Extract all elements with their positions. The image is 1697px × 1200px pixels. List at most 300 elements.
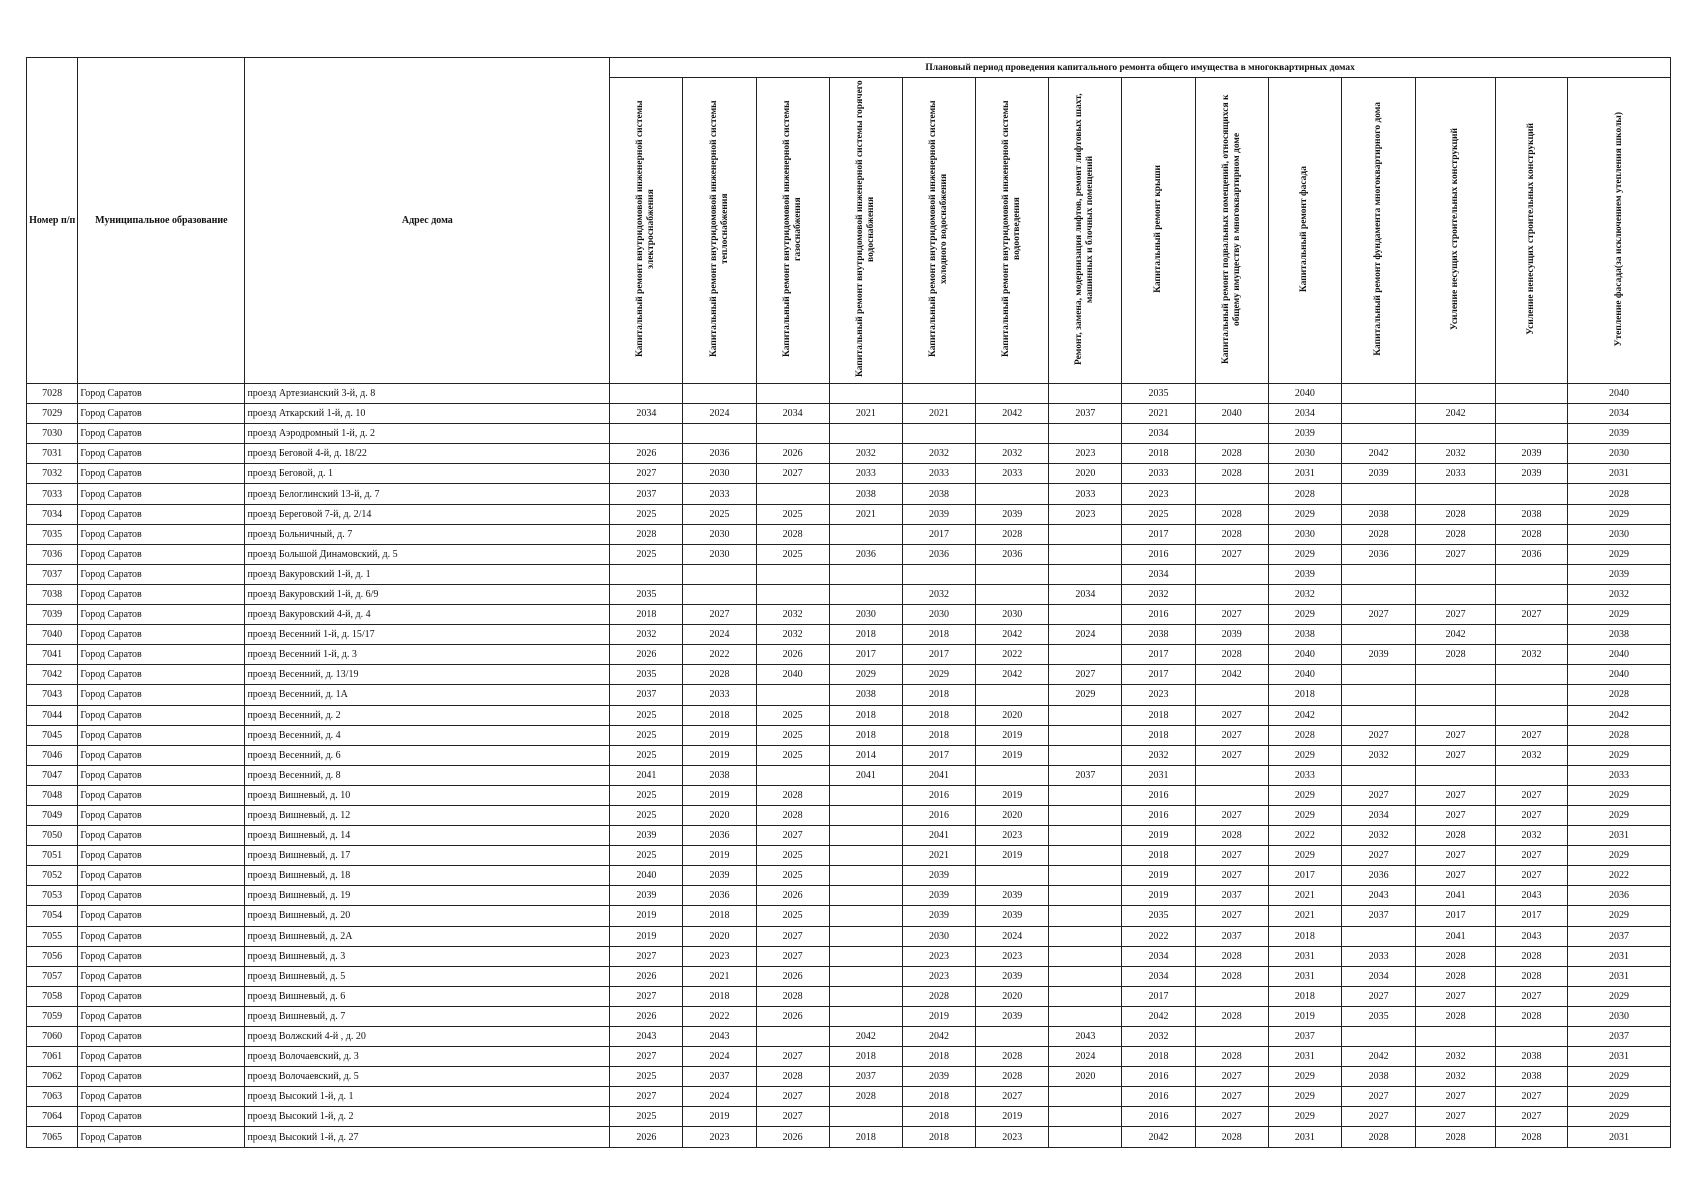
row-year-cell: 2026 (756, 1127, 829, 1147)
row-year-cell: 2024 (1049, 625, 1122, 645)
row-year-cell: 2025 (610, 504, 683, 524)
table-row (27, 745, 1671, 765)
row-year-cell: 2018 (1122, 846, 1195, 866)
row-year-cell: 2036 (1495, 544, 1567, 564)
row-year-cell: 2019 (1122, 886, 1195, 906)
row-municipality: Город Саратов (78, 805, 245, 825)
row-year-cell: 2029 (1268, 745, 1341, 765)
row-address: проезд Весенний, д. 13/19 (245, 665, 610, 685)
row-year-cell: 2022 (683, 1006, 756, 1026)
header-row-top (27, 58, 1671, 78)
row-year-cell: 2027 (1341, 986, 1415, 1006)
row-year-cell: 2036 (683, 444, 756, 464)
header-work-14 (1568, 78, 1671, 384)
table-row (27, 1107, 1671, 1127)
row-year-cell: 2016 (902, 785, 975, 805)
row-year-cell: 2022 (1568, 866, 1671, 886)
row-year-cell (756, 384, 829, 404)
row-year-cell (1049, 826, 1122, 846)
row-year-cell (1416, 665, 1496, 685)
row-year-cell (1195, 986, 1268, 1006)
row-number: 7050 (27, 826, 78, 846)
row-year-cell: 2031 (1122, 765, 1195, 785)
row-year-cell: 2026 (610, 966, 683, 986)
row-year-cell (1416, 685, 1496, 705)
row-year-cell: 2025 (1122, 504, 1195, 524)
row-year-cell: 2036 (829, 544, 902, 564)
row-address: проезд Аэродромный 1-й, д. 2 (245, 424, 610, 444)
row-year-cell: 2027 (610, 464, 683, 484)
row-year-cell: 2028 (976, 1067, 1049, 1087)
row-year-cell: 2042 (1416, 625, 1496, 645)
row-year-cell: 2018 (829, 1127, 902, 1147)
row-number: 7052 (27, 866, 78, 886)
table-row (27, 404, 1671, 424)
row-year-cell: 2017 (1416, 906, 1496, 926)
row-year-cell: 2028 (1195, 464, 1268, 484)
row-year-cell: 2017 (1268, 866, 1341, 886)
row-address: проезд Большой Динамовский, д. 5 (245, 544, 610, 564)
table-row (27, 986, 1671, 1006)
row-year-cell: 2030 (1568, 444, 1671, 464)
row-year-cell (1049, 946, 1122, 966)
row-year-cell: 2016 (1122, 785, 1195, 805)
row-year-cell: 2019 (610, 926, 683, 946)
row-year-cell (1495, 424, 1567, 444)
row-year-cell: 2029 (1568, 906, 1671, 926)
row-year-cell (756, 564, 829, 584)
row-number: 7044 (27, 705, 78, 725)
header-work-label: Капитальный ремонт фундамента многоквартирного дома (1373, 102, 1384, 356)
row-year-cell: 2029 (1568, 846, 1671, 866)
row-number: 7057 (27, 966, 78, 986)
row-year-cell: 2041 (829, 765, 902, 785)
row-year-cell: 2028 (1195, 966, 1268, 986)
header-address: Адрес дома (245, 58, 610, 384)
row-year-cell: 2028 (976, 1047, 1049, 1067)
row-address: проезд Весенний, д. 1А (245, 685, 610, 705)
row-year-cell (1341, 424, 1415, 444)
table-row (27, 805, 1671, 825)
row-year-cell: 2019 (976, 785, 1049, 805)
row-year-cell (829, 926, 902, 946)
row-year-cell: 2029 (1268, 805, 1341, 825)
row-number: 7045 (27, 725, 78, 745)
row-year-cell (1195, 484, 1268, 504)
row-year-cell: 2031 (1568, 946, 1671, 966)
row-municipality: Город Саратов (78, 524, 245, 544)
row-year-cell: 2037 (1049, 404, 1122, 424)
table-row (27, 685, 1671, 705)
row-year-cell: 2042 (1122, 1006, 1195, 1026)
row-year-cell: 2029 (1568, 805, 1671, 825)
row-year-cell: 2016 (1122, 544, 1195, 564)
row-year-cell: 2032 (1341, 826, 1415, 846)
row-municipality: Город Саратов (78, 946, 245, 966)
row-year-cell: 2027 (1195, 846, 1268, 866)
row-year-cell (1195, 1027, 1268, 1047)
row-address: проезд Вишневый, д. 17 (245, 846, 610, 866)
row-municipality: Город Саратов (78, 1107, 245, 1127)
row-municipality: Город Саратов (78, 625, 245, 645)
row-municipality: Город Саратов (78, 384, 245, 404)
row-year-cell: 2027 (1416, 986, 1496, 1006)
row-year-cell: 2042 (1268, 705, 1341, 725)
row-year-cell (829, 584, 902, 604)
header-work-11 (1341, 78, 1415, 384)
row-address: проезд Вишневый, д. 2А (245, 926, 610, 946)
row-municipality: Город Саратов (78, 464, 245, 484)
row-year-cell: 2027 (1416, 785, 1496, 805)
row-year-cell: 2020 (683, 805, 756, 825)
row-municipality: Город Саратов (78, 665, 245, 685)
row-year-cell: 2036 (683, 886, 756, 906)
row-year-cell: 2032 (829, 444, 902, 464)
row-year-cell: 2022 (1268, 826, 1341, 846)
row-year-cell: 2027 (1341, 846, 1415, 866)
row-year-cell: 2038 (829, 484, 902, 504)
row-year-cell: 2020 (683, 926, 756, 946)
table-row (27, 424, 1671, 444)
row-address: проезд Вишневый, д. 10 (245, 785, 610, 805)
row-year-cell: 2039 (610, 886, 683, 906)
row-year-cell: 2027 (756, 826, 829, 846)
header-work-label: Утепление фасада(за исключением утепления школы) (1613, 111, 1624, 347)
header-work-label: Капитальный ремонт внутридомовой инженерной системы водоотведения (1001, 100, 1023, 358)
row-year-cell (1049, 866, 1122, 886)
row-year-cell: 2034 (1122, 424, 1195, 444)
row-year-cell: 2043 (1495, 926, 1567, 946)
row-year-cell: 2028 (683, 665, 756, 685)
row-year-cell: 2027 (683, 605, 756, 625)
row-year-cell: 2018 (1268, 926, 1341, 946)
row-year-cell: 2028 (1195, 444, 1268, 464)
row-year-cell (1416, 584, 1496, 604)
row-year-cell (756, 424, 829, 444)
row-year-cell: 2027 (610, 986, 683, 1006)
row-year-cell: 2037 (1195, 926, 1268, 946)
row-year-cell: 2027 (1495, 605, 1567, 625)
row-year-cell (1049, 805, 1122, 825)
row-year-cell: 2033 (1341, 946, 1415, 966)
header-work-label: Капитальный ремонт внутридомовой инженерной системы газоснабжения (781, 100, 803, 358)
row-year-cell: 2028 (756, 785, 829, 805)
row-year-cell: 2031 (1268, 966, 1341, 986)
row-year-cell: 2019 (610, 906, 683, 926)
row-year-cell: 2034 (1122, 966, 1195, 986)
row-number: 7034 (27, 504, 78, 524)
row-address: проезд Вишневый, д. 7 (245, 1006, 610, 1026)
row-year-cell: 2039 (1341, 645, 1415, 665)
row-year-cell (1495, 484, 1567, 504)
row-number: 7058 (27, 986, 78, 1006)
row-year-cell: 2033 (1122, 464, 1195, 484)
row-year-cell (1341, 705, 1415, 725)
row-year-cell: 2018 (902, 1127, 975, 1147)
row-year-cell: 2020 (1049, 464, 1122, 484)
row-year-cell: 2031 (1268, 1047, 1341, 1067)
table-body (27, 384, 1671, 1148)
row-year-cell (976, 484, 1049, 504)
row-year-cell (610, 384, 683, 404)
row-address: проезд Волочаевский, д. 5 (245, 1067, 610, 1087)
row-year-cell: 2028 (1416, 1006, 1496, 1026)
row-municipality: Город Саратов (78, 866, 245, 886)
row-year-cell: 2019 (976, 846, 1049, 866)
row-year-cell: 2034 (1568, 404, 1671, 424)
table-row (27, 584, 1671, 604)
row-municipality: Город Саратов (78, 906, 245, 926)
row-number: 7065 (27, 1127, 78, 1147)
table-row (27, 645, 1671, 665)
row-number: 7062 (27, 1067, 78, 1087)
row-year-cell (1341, 926, 1415, 946)
row-year-cell (829, 946, 902, 966)
row-year-cell: 2034 (610, 404, 683, 424)
row-year-cell: 2038 (1568, 625, 1671, 645)
row-year-cell: 2033 (1268, 765, 1341, 785)
row-year-cell: 2031 (1568, 464, 1671, 484)
row-year-cell: 2027 (1495, 866, 1567, 886)
row-year-cell: 2028 (1416, 946, 1496, 966)
row-year-cell: 2017 (829, 645, 902, 665)
row-year-cell: 2038 (1122, 625, 1195, 645)
row-year-cell (976, 685, 1049, 705)
row-year-cell: 2028 (1568, 685, 1671, 705)
row-year-cell: 2038 (829, 685, 902, 705)
row-year-cell: 2027 (610, 1087, 683, 1107)
row-year-cell: 2023 (683, 1127, 756, 1147)
row-year-cell: 2031 (1568, 1127, 1671, 1147)
header-work-7 (1049, 78, 1122, 384)
row-year-cell: 2018 (902, 625, 975, 645)
row-year-cell: 2025 (610, 1107, 683, 1127)
header-work-label: Капитальный ремонт внутридомовой инженерной системы электроснабжения (635, 100, 657, 358)
row-year-cell (1495, 564, 1567, 584)
row-year-cell (1495, 584, 1567, 604)
table-header (27, 58, 1671, 384)
row-year-cell: 2017 (1495, 906, 1567, 926)
row-year-cell (756, 765, 829, 785)
row-year-cell (756, 685, 829, 705)
row-year-cell: 2027 (1195, 805, 1268, 825)
row-number: 7037 (27, 564, 78, 584)
row-year-cell: 2027 (1195, 906, 1268, 926)
header-work-3 (756, 78, 829, 384)
row-year-cell: 2016 (1122, 1107, 1195, 1127)
row-year-cell: 2024 (683, 1047, 756, 1067)
row-year-cell: 2029 (1568, 745, 1671, 765)
row-year-cell (976, 424, 1049, 444)
row-year-cell: 2036 (902, 544, 975, 564)
row-year-cell: 2029 (1268, 1087, 1341, 1107)
row-year-cell: 2028 (902, 986, 975, 1006)
row-number: 7028 (27, 384, 78, 404)
row-year-cell: 2032 (1122, 584, 1195, 604)
row-number: 7051 (27, 846, 78, 866)
row-year-cell: 2032 (1568, 584, 1671, 604)
row-year-cell: 2024 (1049, 1047, 1122, 1067)
row-municipality: Город Саратов (78, 705, 245, 725)
row-year-cell: 2023 (1122, 685, 1195, 705)
row-year-cell: 2039 (1341, 464, 1415, 484)
row-year-cell: 2037 (1049, 765, 1122, 785)
table-row (27, 1006, 1671, 1026)
row-year-cell (1049, 926, 1122, 946)
row-year-cell: 2031 (1268, 464, 1341, 484)
row-address: проезд Аткарский 1-й, д. 10 (245, 404, 610, 424)
row-year-cell: 2025 (756, 866, 829, 886)
row-year-cell: 2020 (976, 986, 1049, 1006)
row-year-cell (1049, 966, 1122, 986)
row-year-cell: 2028 (1268, 484, 1341, 504)
row-year-cell: 2019 (1268, 1006, 1341, 1026)
row-year-cell: 2017 (1122, 524, 1195, 544)
row-year-cell: 2026 (756, 966, 829, 986)
row-year-cell (1495, 765, 1567, 785)
row-year-cell: 2038 (902, 484, 975, 504)
row-year-cell: 2042 (1568, 705, 1671, 725)
row-year-cell: 2022 (976, 645, 1049, 665)
row-year-cell: 2032 (756, 605, 829, 625)
row-year-cell: 2028 (1195, 1047, 1268, 1067)
row-year-cell (1049, 785, 1122, 805)
row-municipality: Город Саратов (78, 966, 245, 986)
row-year-cell: 2016 (1122, 1067, 1195, 1087)
row-year-cell: 2028 (1416, 826, 1496, 846)
header-work-1 (610, 78, 683, 384)
row-year-cell (1416, 424, 1496, 444)
row-address: проезд Высокий 1-й, д. 1 (245, 1087, 610, 1107)
row-municipality: Город Саратов (78, 504, 245, 524)
row-year-cell: 2028 (1341, 524, 1415, 544)
row-year-cell (1416, 484, 1496, 504)
row-year-cell (683, 584, 756, 604)
row-year-cell (1049, 986, 1122, 1006)
row-year-cell: 2039 (902, 1067, 975, 1087)
capital-repair-table (26, 57, 1671, 1148)
row-year-cell: 2025 (610, 745, 683, 765)
row-address: проезд Вишневый, д. 3 (245, 946, 610, 966)
row-year-cell: 2025 (756, 725, 829, 745)
row-year-cell: 2029 (1568, 544, 1671, 564)
row-year-cell: 2038 (1495, 504, 1567, 524)
row-year-cell: 2021 (683, 966, 756, 986)
row-year-cell: 2025 (610, 705, 683, 725)
row-year-cell: 2040 (1568, 645, 1671, 665)
row-number: 7048 (27, 785, 78, 805)
row-year-cell: 2024 (683, 404, 756, 424)
row-year-cell: 2039 (1495, 464, 1567, 484)
header-work-5 (902, 78, 975, 384)
row-year-cell: 2028 (756, 986, 829, 1006)
row-year-cell: 2037 (1195, 886, 1268, 906)
row-year-cell: 2029 (1568, 1107, 1671, 1127)
table-row (27, 966, 1671, 986)
row-year-cell: 2039 (1268, 424, 1341, 444)
row-year-cell: 2027 (1495, 785, 1567, 805)
row-year-cell: 2031 (1568, 826, 1671, 846)
table-row (27, 625, 1671, 645)
header-municipality: Муниципальное образование (78, 58, 245, 384)
row-municipality: Город Саратов (78, 846, 245, 866)
header-work-10 (1268, 78, 1341, 384)
row-year-cell (902, 424, 975, 444)
row-number: 7033 (27, 484, 78, 504)
row-year-cell (829, 906, 902, 926)
row-year-cell: 2016 (1122, 605, 1195, 625)
row-year-cell: 2043 (1495, 886, 1567, 906)
row-year-cell: 2018 (902, 1107, 975, 1127)
row-year-cell: 2028 (1195, 946, 1268, 966)
row-year-cell (1049, 705, 1122, 725)
row-year-cell: 2040 (756, 665, 829, 685)
row-year-cell: 2019 (902, 1006, 975, 1026)
header-work-4 (829, 78, 902, 384)
row-year-cell: 2035 (610, 584, 683, 604)
row-year-cell (976, 384, 1049, 404)
row-year-cell: 2026 (756, 645, 829, 665)
row-year-cell: 2026 (756, 444, 829, 464)
row-year-cell: 2032 (1122, 1027, 1195, 1047)
row-year-cell: 2029 (1568, 504, 1671, 524)
row-number: 7060 (27, 1027, 78, 1047)
row-year-cell: 2027 (1495, 1087, 1567, 1107)
row-year-cell: 2025 (756, 846, 829, 866)
row-year-cell: 2039 (683, 866, 756, 886)
row-year-cell: 2027 (1416, 745, 1496, 765)
row-number: 7035 (27, 524, 78, 544)
row-year-cell (1495, 625, 1567, 645)
row-number: 7046 (27, 745, 78, 765)
row-year-cell: 2025 (756, 504, 829, 524)
header-work-6 (976, 78, 1049, 384)
row-year-cell: 2028 (1195, 1006, 1268, 1026)
row-year-cell: 2019 (683, 846, 756, 866)
row-year-cell: 2032 (902, 584, 975, 604)
row-year-cell: 2028 (1495, 1127, 1567, 1147)
row-year-cell: 2040 (610, 866, 683, 886)
row-year-cell (1341, 384, 1415, 404)
row-year-cell: 2028 (1195, 645, 1268, 665)
row-year-cell: 2027 (1495, 846, 1567, 866)
row-number: 7040 (27, 625, 78, 645)
row-year-cell: 2031 (1568, 1047, 1671, 1067)
row-municipality: Город Саратов (78, 926, 245, 946)
row-address: проезд Вишневый, д. 20 (245, 906, 610, 926)
row-year-cell: 2039 (976, 1006, 1049, 1026)
header-number: Номер п/п (27, 58, 78, 384)
row-year-cell: 2023 (976, 826, 1049, 846)
row-year-cell: 2027 (1495, 725, 1567, 745)
row-year-cell: 2014 (829, 745, 902, 765)
row-year-cell: 2034 (1122, 946, 1195, 966)
row-year-cell: 2029 (1049, 685, 1122, 705)
table-row (27, 765, 1671, 785)
row-year-cell: 2032 (1122, 745, 1195, 765)
row-year-cell: 2018 (902, 685, 975, 705)
row-year-cell: 2023 (976, 946, 1049, 966)
row-address: проезд Весенний 1-й, д. 3 (245, 645, 610, 665)
row-address: проезд Весенний, д. 4 (245, 725, 610, 745)
row-year-cell: 2028 (1195, 1127, 1268, 1147)
row-year-cell: 2032 (610, 625, 683, 645)
table-row (27, 866, 1671, 886)
row-year-cell: 2027 (1195, 1107, 1268, 1127)
row-year-cell (1416, 564, 1496, 584)
row-year-cell (829, 1107, 902, 1127)
row-year-cell: 2029 (829, 665, 902, 685)
